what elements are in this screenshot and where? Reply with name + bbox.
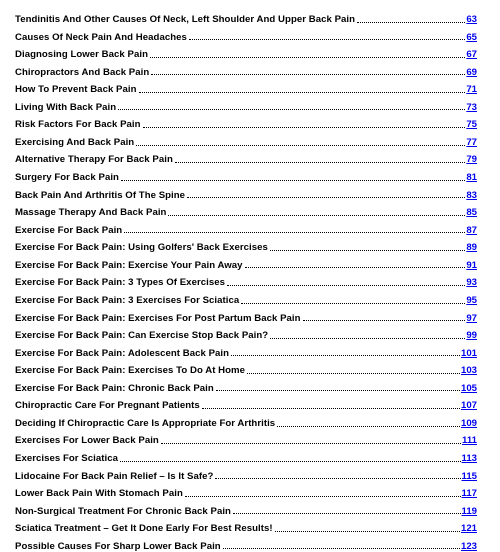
toc-dot-leader xyxy=(275,531,460,532)
toc-dot-leader xyxy=(121,180,465,181)
toc-dot-leader xyxy=(175,162,465,163)
toc-page-number-link[interactable]: 103 xyxy=(460,365,477,377)
toc-entry[interactable] xyxy=(15,323,477,341)
toc-page-number-link[interactable]: 67 xyxy=(466,49,477,61)
toc-page-number-link[interactable]: 89 xyxy=(466,242,477,254)
toc-page-number-link[interactable]: 79 xyxy=(466,154,477,166)
toc-dot-leader xyxy=(150,57,465,58)
toc-entry-title[interactable]: Lower Back Pain With Stomach Pain xyxy=(15,488,183,500)
toc-dot-leader xyxy=(189,39,465,40)
toc-entry[interactable] xyxy=(15,446,477,464)
toc-entry[interactable] xyxy=(15,60,477,78)
toc-page-number-link[interactable]: 77 xyxy=(466,136,477,148)
toc-entry[interactable] xyxy=(15,499,477,517)
toc-page-number-link[interactable]: 113 xyxy=(461,453,477,465)
toc-dot-leader xyxy=(187,197,465,198)
toc-page-number-link[interactable]: 119 xyxy=(461,505,477,517)
toc-page-number-link[interactable]: 91 xyxy=(466,259,477,271)
toc-entry[interactable] xyxy=(15,218,477,236)
toc-dot-leader xyxy=(245,267,466,268)
toc-entry-title[interactable]: Exercise For Back Pain: Exercises For Post Partum Back Pain xyxy=(15,312,301,324)
toc-page-number-link[interactable]: 69 xyxy=(466,66,477,78)
toc-entry-title[interactable]: Exercises For Sciatica xyxy=(15,453,118,465)
toc-entry[interactable] xyxy=(15,288,477,306)
toc-page-number-link[interactable]: 101 xyxy=(460,347,477,359)
toc-entry-title[interactable]: Exercise For Back Pain: 3 Exercises For Sciatica xyxy=(15,294,240,306)
toc-entry-title[interactable]: Chiropractic Care For Pregnant Patients xyxy=(15,400,200,412)
toc-entry[interactable] xyxy=(15,341,477,359)
toc-entry[interactable] xyxy=(15,253,477,271)
toc-page-number-link[interactable]: 81 xyxy=(466,172,477,184)
toc-entry-title[interactable]: Alternative Therapy For Back Pain xyxy=(15,154,173,166)
toc-dot-leader xyxy=(202,408,460,409)
toc-page-number-link[interactable]: 93 xyxy=(466,277,477,289)
toc-dot-leader xyxy=(139,92,466,93)
toc-page-number-link[interactable]: 83 xyxy=(466,189,477,201)
toc-dot-leader xyxy=(277,426,460,427)
toc-entry[interactable] xyxy=(15,376,477,394)
toc-entry[interactable] xyxy=(15,77,477,95)
toc-dot-leader xyxy=(357,22,465,23)
toc-page-number-link[interactable]: 85 xyxy=(466,207,477,219)
toc-entry[interactable] xyxy=(15,148,477,166)
toc-entry[interactable] xyxy=(15,411,477,429)
toc-page-number-link[interactable]: 109 xyxy=(460,417,477,429)
toc-entry-title[interactable]: Exercise For Back Pain: Chronic Back Pain xyxy=(15,382,214,394)
toc-entry-title[interactable]: Lidocaine For Back Pain Relief – Is It Safe? xyxy=(15,470,214,482)
toc-entry-title[interactable]: Back Pain And Arthritis Of The Spine xyxy=(15,189,186,201)
toc-entry-title[interactable]: Tendinitis And Other Causes Of Neck, Left Shoulder And Upper Back Pain xyxy=(15,13,356,25)
toc-dot-leader xyxy=(270,250,465,251)
toc-entry[interactable] xyxy=(15,393,477,411)
toc-entry[interactable] xyxy=(15,95,477,113)
toc-page-number-link[interactable]: 117 xyxy=(461,488,477,500)
toc-entry-title[interactable]: Chiropractors And Back Pain xyxy=(15,66,150,78)
toc-page-number-link[interactable]: 73 xyxy=(466,101,477,113)
toc-dot-leader xyxy=(270,338,465,339)
toc-dot-leader xyxy=(151,74,465,75)
toc-page-number-link[interactable]: 71 xyxy=(466,84,477,96)
toc-entry[interactable] xyxy=(15,464,477,482)
toc-entry-title[interactable]: Sciatica Treatment – Get It Done Early For Best Results! xyxy=(15,523,273,535)
toc-entry[interactable] xyxy=(15,358,477,376)
toc-dot-leader xyxy=(185,496,461,497)
toc-entry[interactable] xyxy=(15,42,477,60)
toc-page-number-link[interactable]: 75 xyxy=(466,119,477,131)
toc-entry-title[interactable]: Causes Of Neck Pain And Headaches xyxy=(15,31,187,43)
toc-entry[interactable] xyxy=(15,112,477,130)
toc-dot-leader xyxy=(216,390,460,391)
toc-entry[interactable] xyxy=(15,7,477,25)
toc-dot-leader xyxy=(118,109,465,110)
toc-dot-leader xyxy=(168,215,465,216)
toc-dot-leader xyxy=(241,303,465,304)
toc-page-number-link[interactable]: 99 xyxy=(466,330,477,342)
toc-dot-leader xyxy=(231,355,460,356)
table-of-contents xyxy=(15,7,477,551)
toc-page-number-link[interactable]: 107 xyxy=(460,400,477,412)
toc-entry-title[interactable]: Exercises For Lower Back Pain xyxy=(15,435,159,447)
toc-entry[interactable] xyxy=(15,25,477,43)
toc-entry-title[interactable]: Surgery For Back Pain xyxy=(15,172,119,184)
toc-page-number-link[interactable]: 123 xyxy=(460,540,477,552)
toc-dot-leader xyxy=(120,461,461,462)
toc-dot-leader xyxy=(233,513,461,514)
toc-dot-leader xyxy=(161,443,461,444)
toc-entry-title[interactable]: Exercise For Back Pain: Exercises To Do At Home xyxy=(15,365,246,377)
toc-entry[interactable] xyxy=(15,183,477,201)
toc-entry-title[interactable]: Non-Surgical Treatment For Chronic Back Pain xyxy=(15,505,231,517)
toc-entry-title[interactable]: Deciding If Chiropractic Care Is Appropriate For Arthritis xyxy=(15,417,276,429)
toc-page-number-link[interactable]: 87 xyxy=(466,224,477,236)
toc-entry[interactable] xyxy=(15,270,477,288)
toc-entry-title[interactable]: Risk Factors For Back Pain xyxy=(15,119,141,131)
toc-entry-title[interactable]: Living With Back Pain xyxy=(15,101,117,113)
toc-entry[interactable] xyxy=(15,481,477,499)
toc-entry-title[interactable]: Exercise For Back Pain: Using Golfers' Back Exercises xyxy=(15,242,268,254)
toc-entry-title[interactable]: Exercise For Back Pain: Can Exercise Stop Back Pain? xyxy=(15,330,269,342)
toc-entry[interactable] xyxy=(15,200,477,218)
toc-dot-leader xyxy=(303,320,466,321)
toc-dot-leader xyxy=(215,478,460,479)
toc-entry[interactable] xyxy=(15,516,477,534)
toc-entry-title[interactable]: Possible Causes For Sharp Lower Back Pain xyxy=(15,540,221,552)
toc-entry[interactable] xyxy=(15,130,477,148)
toc-entry-title[interactable]: Diagnosing Lower Back Pain xyxy=(15,49,148,61)
toc-page-number-link[interactable]: 97 xyxy=(466,312,477,324)
toc-page-number-link[interactable]: 121 xyxy=(460,523,477,535)
toc-page-number-link[interactable]: 65 xyxy=(466,31,477,43)
toc-entry-title[interactable]: Exercise For Back Pain: 3 Types Of Exercises xyxy=(15,277,225,289)
toc-dot-leader xyxy=(247,373,460,374)
toc-page-number-link[interactable]: 105 xyxy=(460,382,477,394)
toc-page-number-link[interactable]: 63 xyxy=(466,13,477,25)
toc-page-number-link[interactable]: 115 xyxy=(461,470,477,482)
toc-page-number-link[interactable]: 111 xyxy=(462,435,477,447)
toc-dot-leader xyxy=(124,232,465,233)
toc-entry-title[interactable]: Exercise For Back Pain xyxy=(15,224,123,236)
toc-entry-title[interactable]: Exercising And Back Pain xyxy=(15,136,135,148)
toc-entry-title[interactable]: How To Prevent Back Pain xyxy=(15,84,137,96)
toc-entry-title[interactable]: Exercise For Back Pain: Adolescent Back Pain xyxy=(15,347,230,359)
toc-entry-title[interactable]: Exercise For Back Pain: Exercise Your Pain Away xyxy=(15,259,243,271)
toc-entry[interactable] xyxy=(15,235,477,253)
toc-dot-leader xyxy=(143,127,466,128)
toc-entry-title[interactable]: Massage Therapy And Back Pain xyxy=(15,207,167,219)
toc-dot-leader xyxy=(227,285,465,286)
toc-entry[interactable] xyxy=(15,306,477,324)
toc-page-number-link[interactable]: 95 xyxy=(466,294,477,306)
toc-entry[interactable] xyxy=(15,165,477,183)
toc-dot-leader xyxy=(136,145,465,146)
toc-dot-leader xyxy=(223,548,460,549)
toc-entry[interactable] xyxy=(15,429,477,447)
